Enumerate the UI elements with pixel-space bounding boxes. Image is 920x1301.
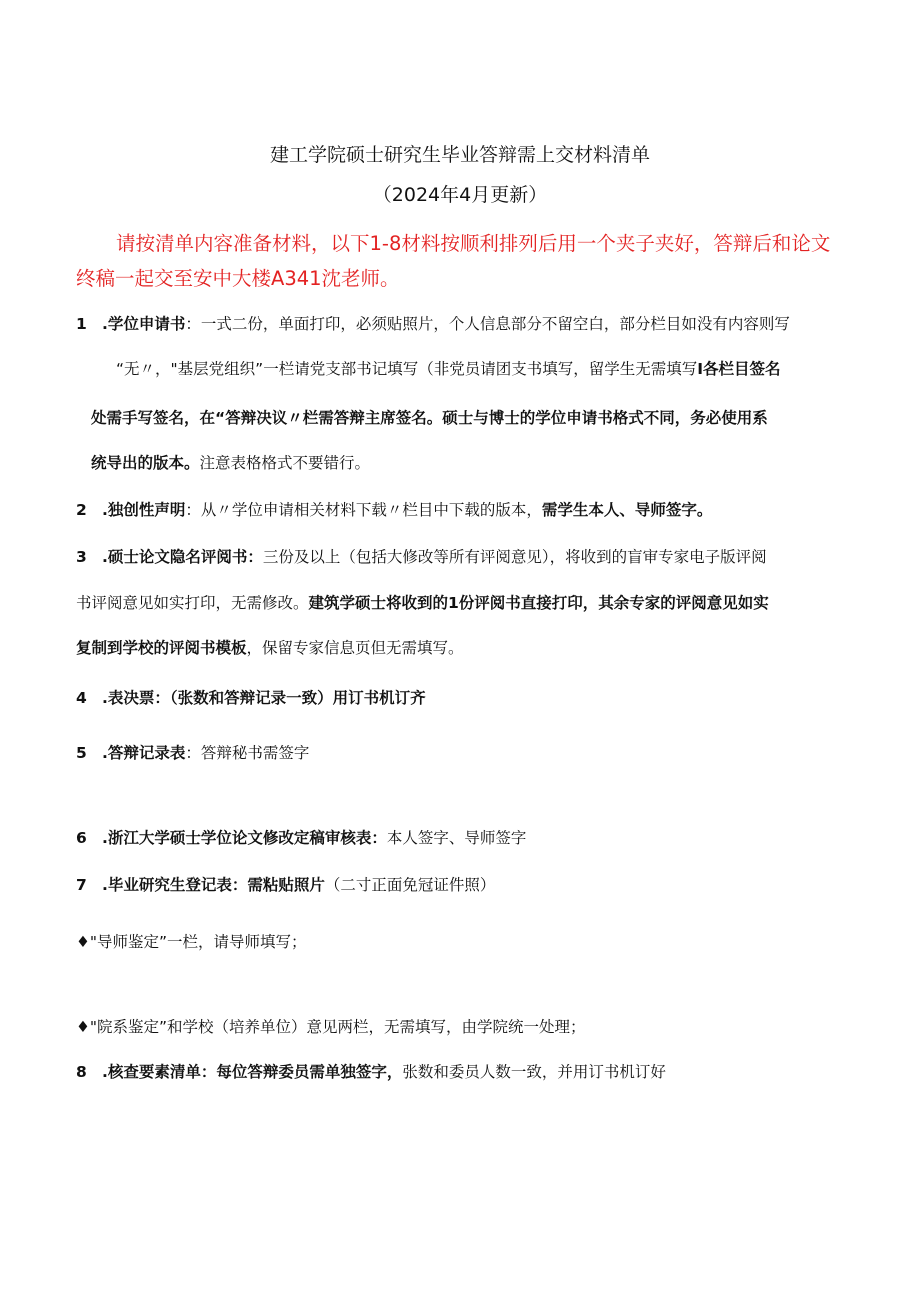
item-2	[76, 498, 712, 520]
item-heading: .独创性声明	[102, 501, 186, 519]
bullet-advisor-evaluation: ♦"导师鉴定”一栏，请导师填写；	[76, 933, 307, 951]
item-heading: .表决票：（张数和答辩记录一致）用订书机订齐	[102, 689, 426, 707]
item-1-line-4	[91, 451, 370, 473]
item-text: ，保留专家信息页但无需填写。	[246, 639, 464, 657]
item-text: ：答辩秘书需签字	[185, 744, 310, 762]
document-subtitle: （2024年4月更新）	[372, 184, 548, 206]
item-heading: .答辩记录表	[102, 744, 186, 762]
item-heading: .硕士论文隐名评阅书：	[102, 548, 263, 566]
item-number: 7	[76, 876, 87, 894]
item-text: 本人签字、导师签字	[386, 829, 527, 847]
item-text: ：一式二份，单面打印，必须贴照片，个人信息部分不留空白，部分栏目如没有内容则写	[185, 315, 790, 333]
item-number: 3	[76, 548, 87, 566]
item-number: 5	[76, 744, 87, 762]
item-number: 1	[76, 315, 87, 333]
item-4	[76, 686, 426, 708]
item-text: 书评阅意见如实打印，无需修改。	[76, 594, 309, 612]
item-text-bold: 复制到学校的评阅书模板	[76, 639, 247, 657]
item-text: “无〃，"基层党组织”一栏请党支部书记填写（非党员请团支书填写，留学生无需填写	[116, 360, 698, 378]
item-text: 张数和委员人数一致，并用订书机订好	[402, 1063, 666, 1081]
document-title: 建工学院硕士研究生毕业答辩需上交材料清单	[269, 144, 650, 166]
item-3-line-1	[76, 545, 767, 567]
item-3-line-3	[76, 636, 464, 658]
item-text-bold: I各栏目签名	[697, 360, 781, 378]
item-number: 4	[76, 689, 87, 707]
item-5	[76, 741, 309, 763]
item-3-line-2	[76, 591, 769, 613]
notice-line-1: 请按清单内容准备材料，以下1-8材料按顺利排列后用一个夹子夹好，答辩后和论文	[116, 232, 831, 255]
item-1-line-2	[116, 357, 780, 379]
item-text-bold: 需学生本人、导师签字。	[541, 501, 713, 519]
item-1-line-1	[76, 312, 790, 334]
item-text: 三份及以上（包括大修改等所有评阅意见），将收到的盲审专家电子版评阅	[262, 548, 767, 566]
item-text-bold: 建筑学硕士将收到的1份评阅书直接打印，其余专家的评阅意见如实	[308, 594, 769, 612]
item-number: 6	[76, 829, 87, 847]
notice-line-2: 终稿一起交至安中大楼A341沈老师。	[76, 267, 400, 290]
item-heading: .学位申请书	[102, 315, 186, 333]
item-number: 2	[76, 501, 87, 519]
item-heading: .毕业研究生登记表：需粘贴照片	[102, 876, 325, 894]
bullet-department-evaluation: ♦"院系鉴定”和学校（培养单位）意见两栏，无需填写，由学院统一处理；	[76, 1018, 586, 1036]
item-8	[76, 1060, 666, 1082]
item-text: （二寸正面免冠证件照）	[324, 876, 496, 894]
item-heading: .核查要素清单：每位答辩委员需单独签字，	[102, 1063, 403, 1081]
item-heading: .浙江大学硕士学位论文修改定稿审核表：	[102, 829, 387, 847]
item-text: ：从〃学位申请相关材料下载〃栏目中下载的版本，	[185, 501, 542, 519]
item-number: 8	[76, 1063, 87, 1081]
item-1-line-3: 处需手写签名，在“答辩决议〃栏需答辩主席签名。硕士与博士的学位申请书格式不同，务必使用系	[91, 409, 768, 427]
item-7	[76, 873, 495, 895]
item-text: 注意表格格式不要错行。	[199, 454, 371, 472]
item-text-bold: 统导出的版本。	[91, 454, 200, 472]
item-6	[76, 826, 526, 848]
